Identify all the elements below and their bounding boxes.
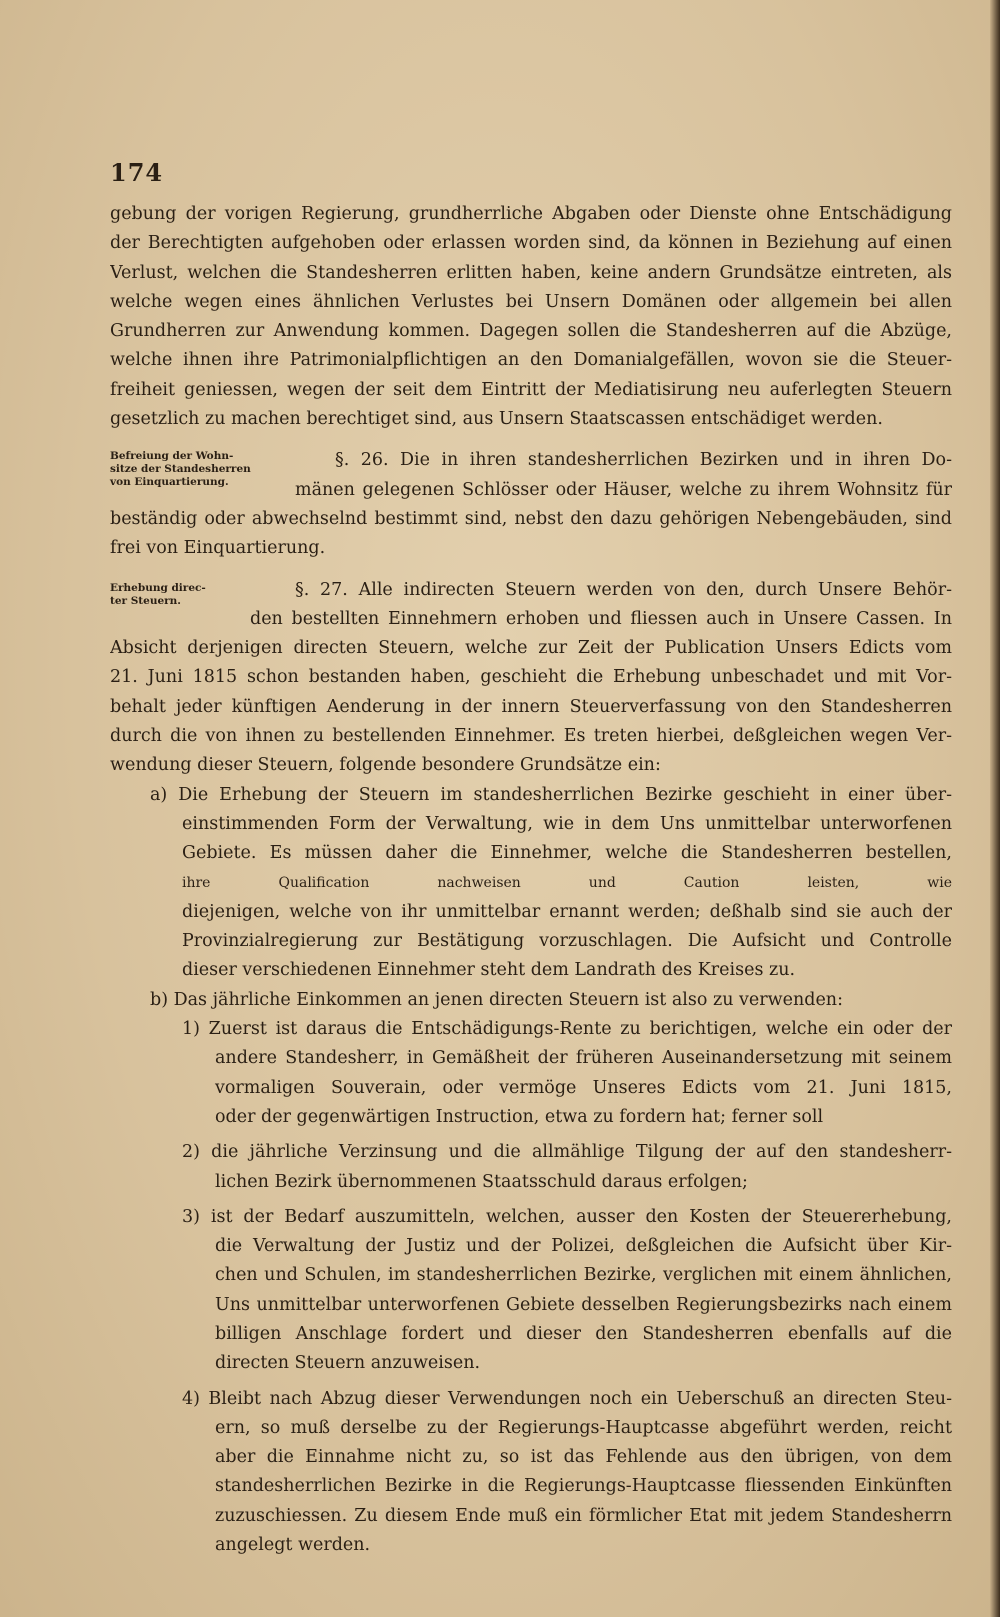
text-line: 4) Bleibt nach Abzug dieser Verwendungen noch ein Ueberschuß an directen Steu- bbox=[182, 1388, 952, 1409]
text-line: andere Standesherr, in Gemäßheit der früheren Auseinandersetzung mit seinem bbox=[215, 1048, 952, 1069]
text-line: durch die von ihnen zu bestellenden Einnehmer. Es treten hierbei, deßgleichen wegen Ver- bbox=[110, 726, 952, 747]
margin-note-line: sitze der Standesherren bbox=[110, 463, 251, 476]
item-b1 bbox=[110, 1015, 952, 1132]
text-line: Provinzialregierung zur Bestätigung vorzuschlagen. Die Aufsicht und Controlle bbox=[182, 931, 952, 952]
text-line: wendung dieser Steuern, folgende besondere Grundsätze ein: bbox=[110, 755, 661, 776]
page-number: 174 bbox=[110, 158, 164, 187]
margin-note-27 bbox=[110, 582, 270, 608]
text-line: freiheit geniessen, wegen der seit dem Eintritt der Mediatisirung neu auferlegten Steuern bbox=[110, 379, 952, 400]
section-27 bbox=[110, 576, 952, 1561]
item-a bbox=[110, 781, 952, 986]
text-line: lichen Bezirk übernommenen Staatsschuld daraus erfolgen; bbox=[215, 1171, 748, 1192]
text-line: Gebiete. Es müssen daher die Einnehmer, welche die Standesherren bestellen, bbox=[182, 843, 952, 864]
page-body bbox=[110, 200, 952, 1560]
margin-note-line: von Einquartierung. bbox=[110, 476, 229, 489]
section-26 bbox=[110, 446, 952, 563]
text-line: mänen gelegenen Schlösser oder Häuser, welche zu ihrem Wohnsitz für bbox=[295, 479, 952, 500]
text-line: vormaligen Souverain, oder vermöge Unseres Edicts vom 21. Juni 1815, bbox=[215, 1077, 952, 1098]
item-b2 bbox=[110, 1138, 952, 1197]
text-line: diejenigen, welche von ihr unmittelbar ernannt werden; deßhalb sind sie auch der bbox=[182, 901, 952, 922]
text-line: 21. Juni 1815 schon bestanden haben, geschieht die Erhebung unbeschadet und mit Vor- bbox=[110, 667, 952, 688]
text-line: 1) Zuerst ist daraus die Entschädigungs-Rente zu berichtigen, welche ein oder der bbox=[182, 1019, 952, 1040]
item-b: b) Das jährliche Einkommen an jenen directen Steuern ist also zu verwenden: bbox=[150, 989, 843, 1010]
text-line: den bestellten Einnehmern erhoben und fliessen auch in Unsere Cassen. In bbox=[250, 608, 952, 629]
margin-note-line: Erhebung direc- bbox=[110, 581, 206, 594]
paragraph-continuation bbox=[110, 200, 952, 434]
text-line: Verlust, welchen die Standesherren erlitten haben, keine andern Grundsätze eintreten, als bbox=[110, 262, 952, 283]
margin-note-line: ter Steuern. bbox=[110, 594, 181, 607]
text-line: Uns unmittelbar unterworfenen Gebiete desselben Regierungsbezirks nach einem bbox=[215, 1294, 952, 1315]
text-line: aber die Einnahme nicht zu, so ist das Fehlende aus den übrigen, von dem bbox=[215, 1447, 952, 1468]
text-line: gesetzlich zu machen berechtiget sind, aus Unsern Staatscassen entschädiget werden. bbox=[110, 409, 883, 430]
text-line: oder der gegenwärtigen Instruction, etwa zu fordern hat; ferner soll bbox=[215, 1106, 824, 1127]
text-line: Grundherren zur Anwendung kommen. Dagegen sollen die Standesherren auf die Abzüge, bbox=[110, 321, 952, 342]
text-line: die Verwaltung der Justiz und der Polizei, deßgleichen die Aufsicht über Kir- bbox=[215, 1236, 952, 1257]
text-line: angelegt werden. bbox=[215, 1535, 371, 1556]
text-line: beständig oder abwechselnd bestimmt sind, nebst den dazu gehörigen Nebengebäuden, sind bbox=[110, 508, 952, 529]
text-line: directen Steuern anzuweisen. bbox=[215, 1353, 481, 1374]
text-line: der Berechtigten aufgehoben oder erlassen worden sind, da können in Beziehung auf einen bbox=[110, 233, 952, 254]
margin-note-26 bbox=[110, 450, 270, 489]
text-line: 2) die jährliche Verzinsung und die allmählige Tilgung der auf den standesherr- bbox=[182, 1142, 952, 1163]
text-line: 3) ist der Bedarf auszumitteln, welchen, ausser den Kosten der Steuererhebung, bbox=[182, 1206, 952, 1227]
page-edge-shadow bbox=[990, 0, 1000, 1617]
text-line: einstimmenden Form der Verwaltung, wie in dem Uns unmittelbar unterworfenen bbox=[182, 813, 952, 834]
text-line: dieser verschiedenen Einnehmer steht dem Landrath des Kreises zu. bbox=[182, 960, 796, 981]
text-line: frei von Einquartierung. bbox=[110, 538, 326, 559]
item-b4 bbox=[110, 1385, 952, 1561]
text-line: welche ihnen ihre Patrimonialpflichtigen an den Domanialgefällen, wovon sie die Steuer- bbox=[110, 350, 952, 371]
text-line: billigen Anschlage fordert und dieser den Standesherren ebenfalls auf die bbox=[215, 1323, 952, 1344]
text-line: ern, so muß derselbe zu der Regierungs-Hauptcasse abgeführt werden, reicht bbox=[215, 1417, 952, 1438]
text-line: Absicht derjenigen directen Steuern, welche zur Zeit der Publication Unsers Edicts vom bbox=[110, 638, 952, 659]
text-line: gebung der vorigen Regierung, grundherrliche Abgaben oder Dienste ohne Entschädigung bbox=[110, 204, 952, 224]
text-line: zuzuschiessen. Zu diesem Ende muß ein förmlicher Etat mit jedem Standesherrn bbox=[215, 1505, 952, 1526]
item-b3 bbox=[110, 1203, 952, 1379]
text-line: ihre Qualification nachweisen und Caution leisten, wie bbox=[182, 874, 952, 891]
text-line: standesherrlichen Bezirke in die Regierungs-Hauptcasse fliessenden Einkünften bbox=[215, 1476, 952, 1497]
text-line: a) Die Erhebung der Steuern im standesherrlichen Bezirke geschieht in einer über- bbox=[150, 784, 952, 805]
text-line: behalt jeder künftigen Aenderung in der innern Steuerverfassung von den Standesherren bbox=[110, 696, 952, 717]
text-line: §. 26. Die in ihren standesherrlichen Bezirken und in ihren Do- bbox=[335, 450, 952, 471]
text-line: welche wegen eines ähnlichen Verlustes bei Unsern Domänen oder allgemein bei allen bbox=[110, 291, 952, 312]
text-line: chen und Schulen, im standesherrlichen Bezirke, verglichen mit einem ähnlichen, bbox=[215, 1265, 952, 1286]
margin-note-line: Befreiung der Wohn- bbox=[110, 450, 234, 463]
text-line: §. 27. Alle indirecten Steuern werden von den, durch Unsere Behör- bbox=[295, 579, 952, 600]
